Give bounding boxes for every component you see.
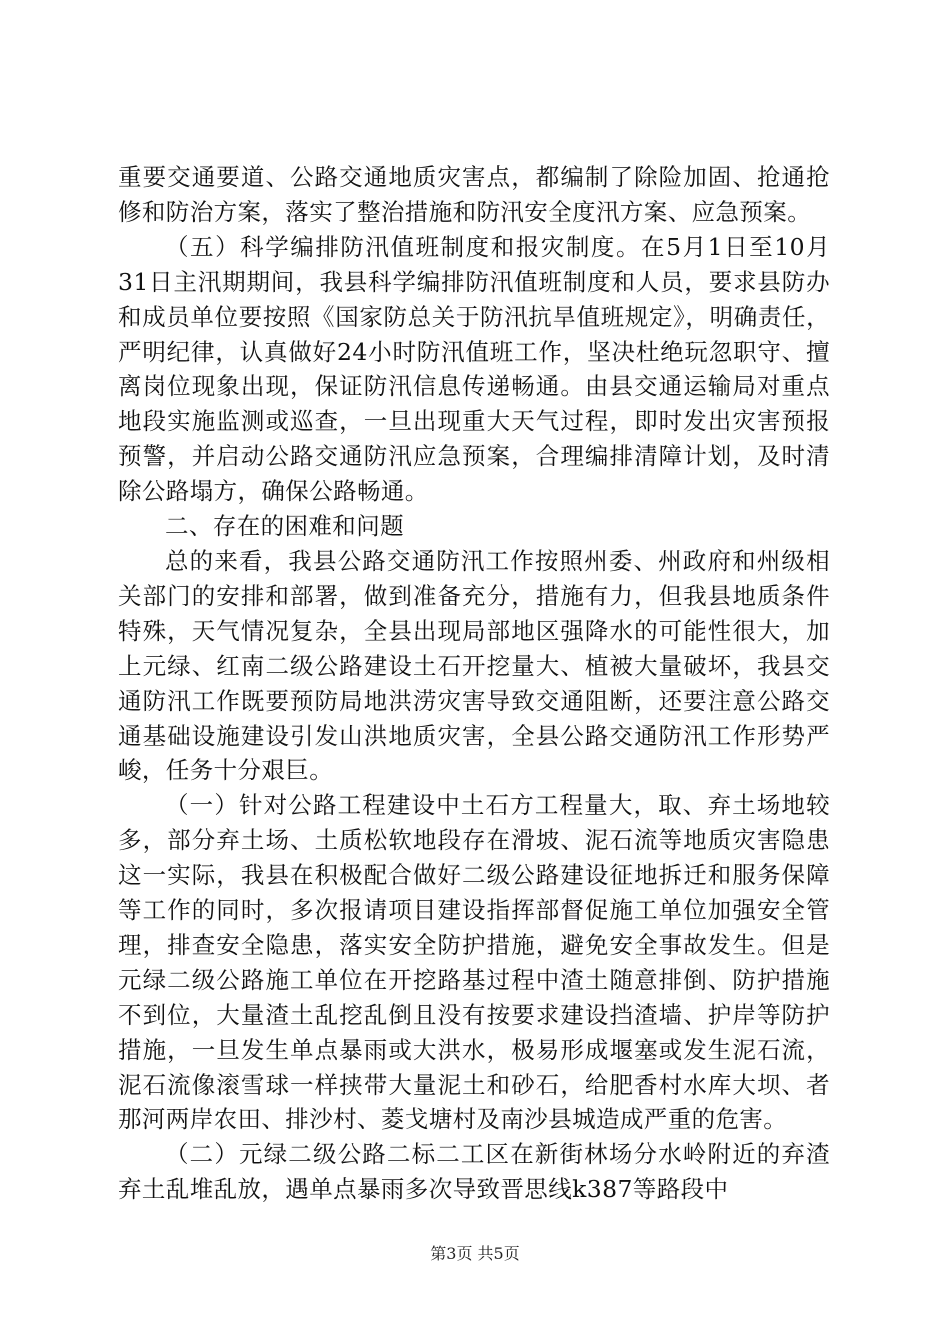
paragraph-section-five: （五）科学编排防汛值班制度和报灾制度。在5月1日至10月31日主汛期期间，我县科学编排防汛值班制度和人员，要求县防办和成员单位要按照《国家防总关于防汛抗旱值班规定》，明确责任，严明纪律，认真做好24小时防汛值班工作，坚决杜绝玩忽职守、擅离岗位现象出现，保证防汛信息传递畅通。由县交通运输局对重点地段实施监测或巡查，一旦出现重大天气过程，即时发出灾害预报预警，并启动公路交通防汛应急预案，合理编排清障计划，及时清除公路塌方，确保公路畅通。 xyxy=(118,232,830,506)
paragraph-continuation: 重要交通要道、公路交通地质灾害点，都编制了除险加固、抢通抢修和防治方案，落实了整治措施和防汛安全度汛方案、应急预案。 xyxy=(118,163,830,226)
page-number: 第3页 共5页 xyxy=(430,1244,520,1263)
paragraph-problem-two: （二）元绿二级公路二标二工区在新街林场分水岭附近的弃渣弃土乱堆乱放，遇单点暴雨多次导致晋思线k387等路段中 xyxy=(118,1140,830,1204)
page-footer xyxy=(0,1244,950,1264)
section-heading-difficulties: 二、存在的困难和问题 xyxy=(165,512,404,541)
paragraph-problem-one: （一）针对公路工程建设中土石方工程量大，取、弃土场地较多，部分弃土场、土质松软地段存在滑坡、泥石流等地质灾害隐患这一实际，我县在积极配合做好二级公路建设征地拆迁和服务保障等工作的同时，多次报请项目建设指挥部督促施工单位加强安全管理，排查安全隐患，落实安全防护措施，避免安全事故发生。但是元绿二级公路施工单位在开挖路基过程中渣土随意排倒、防护措施不到位，大量渣土乱挖乱倒且没有按要求建设挡渣墙、护岸等防护措施，一旦发生单点暴雨或大洪水，极易形成堰塞或发生泥石流，泥石流像滚雪球一样挟带大量泥土和砂石，给肥香村水库大坝、者那河两岸农田、排沙村、菱戈塘村及南沙县城造成严重的危害。 xyxy=(118,791,830,1134)
document-body xyxy=(118,160,830,1207)
paragraph-overview: 总的来看，我县公路交通防汛工作按照州委、州政府和州级相关部门的安排和部署，做到准备充分，措施有力，但我县地质条件特殊，天气情况复杂，全县出现局部地区强降水的可能性很大，加上元绿、红南二级公路建设土石开挖量大、植被大量破坏，我县交通防汛工作既要预防局地洪涝灾害导致交通阻断，还要注意公路交通基础设施建设引发山洪地质灾害，全县公路交通防汛工作形势严峻，任务十分艰巨。 xyxy=(118,546,830,785)
